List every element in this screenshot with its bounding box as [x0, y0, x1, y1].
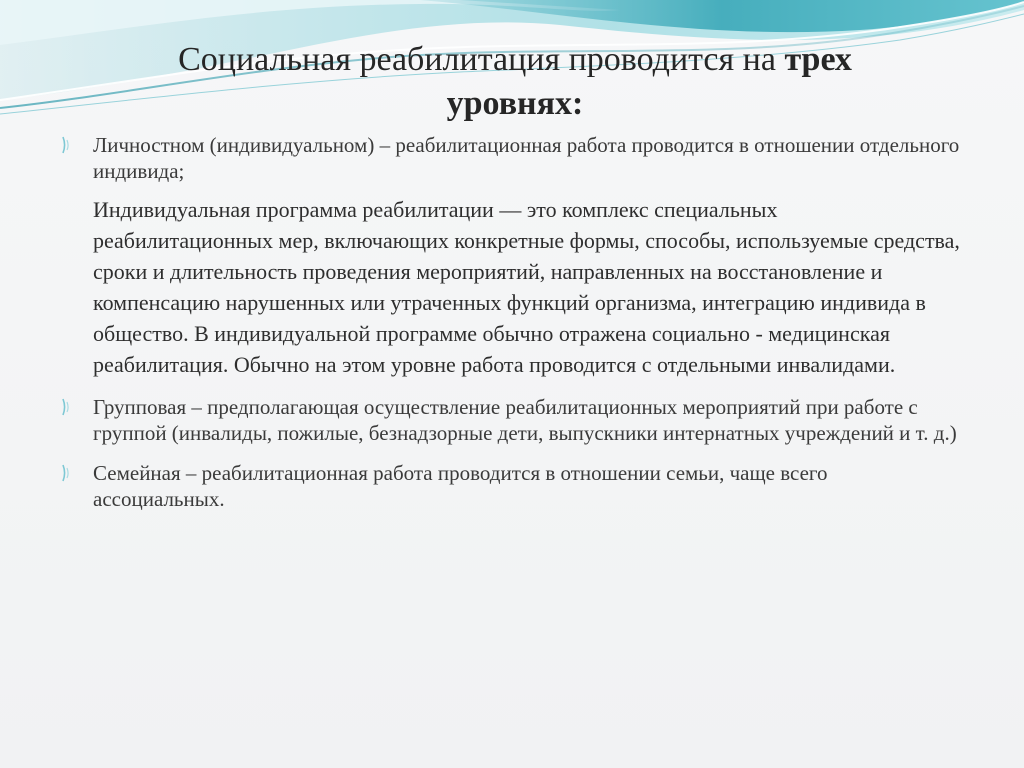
bullet-item-group [60, 394, 960, 446]
bullet-marker-icon [60, 134, 74, 156]
bullet-marker-icon [60, 462, 74, 484]
title-bold-1: трех [784, 41, 852, 78]
bullet-text: Личностном (индивидуальном) – реабилитационная работа проводится в отношении отдельного индивида; [93, 133, 960, 183]
bullet-item-personal [60, 132, 960, 184]
title-regular: Социальная реабилитация проводится на [178, 41, 785, 78]
sub-paragraph-individual-program: Индивидуальная программа реабилитации — это комплекс специальных реабилитационных мер, включающих конкретные формы, способы, используемые средства, сроки и длительность проведения мероприятий, направленных на восстановление и компенсацию нарушенных или утраченных функций организма, интеграцию индивида в общество. В индивидуальной программе обычно отражена социально - медицинская реабилитация. Обычно на этом уровне работа проводится с отдельными инвалидами. [93, 197, 960, 377]
bullet-text: Групповая – предполагающая осуществление реабилитационных мероприятий при работе с группой (инвалиды, пожилые, безнадзорные дети, выпускники интернатных учреждений и т. д.) [93, 395, 957, 445]
bullet-marker-icon [60, 396, 74, 418]
bullet-text: Семейная – реабилитационная работа проводится в отношении семьи, чаще всего ассоциальных. [93, 461, 828, 511]
slide-content [60, 132, 960, 512]
title-bold-2: уровнях: [446, 85, 584, 122]
slide-title [80, 38, 950, 126]
bullet-item-family [60, 460, 960, 512]
